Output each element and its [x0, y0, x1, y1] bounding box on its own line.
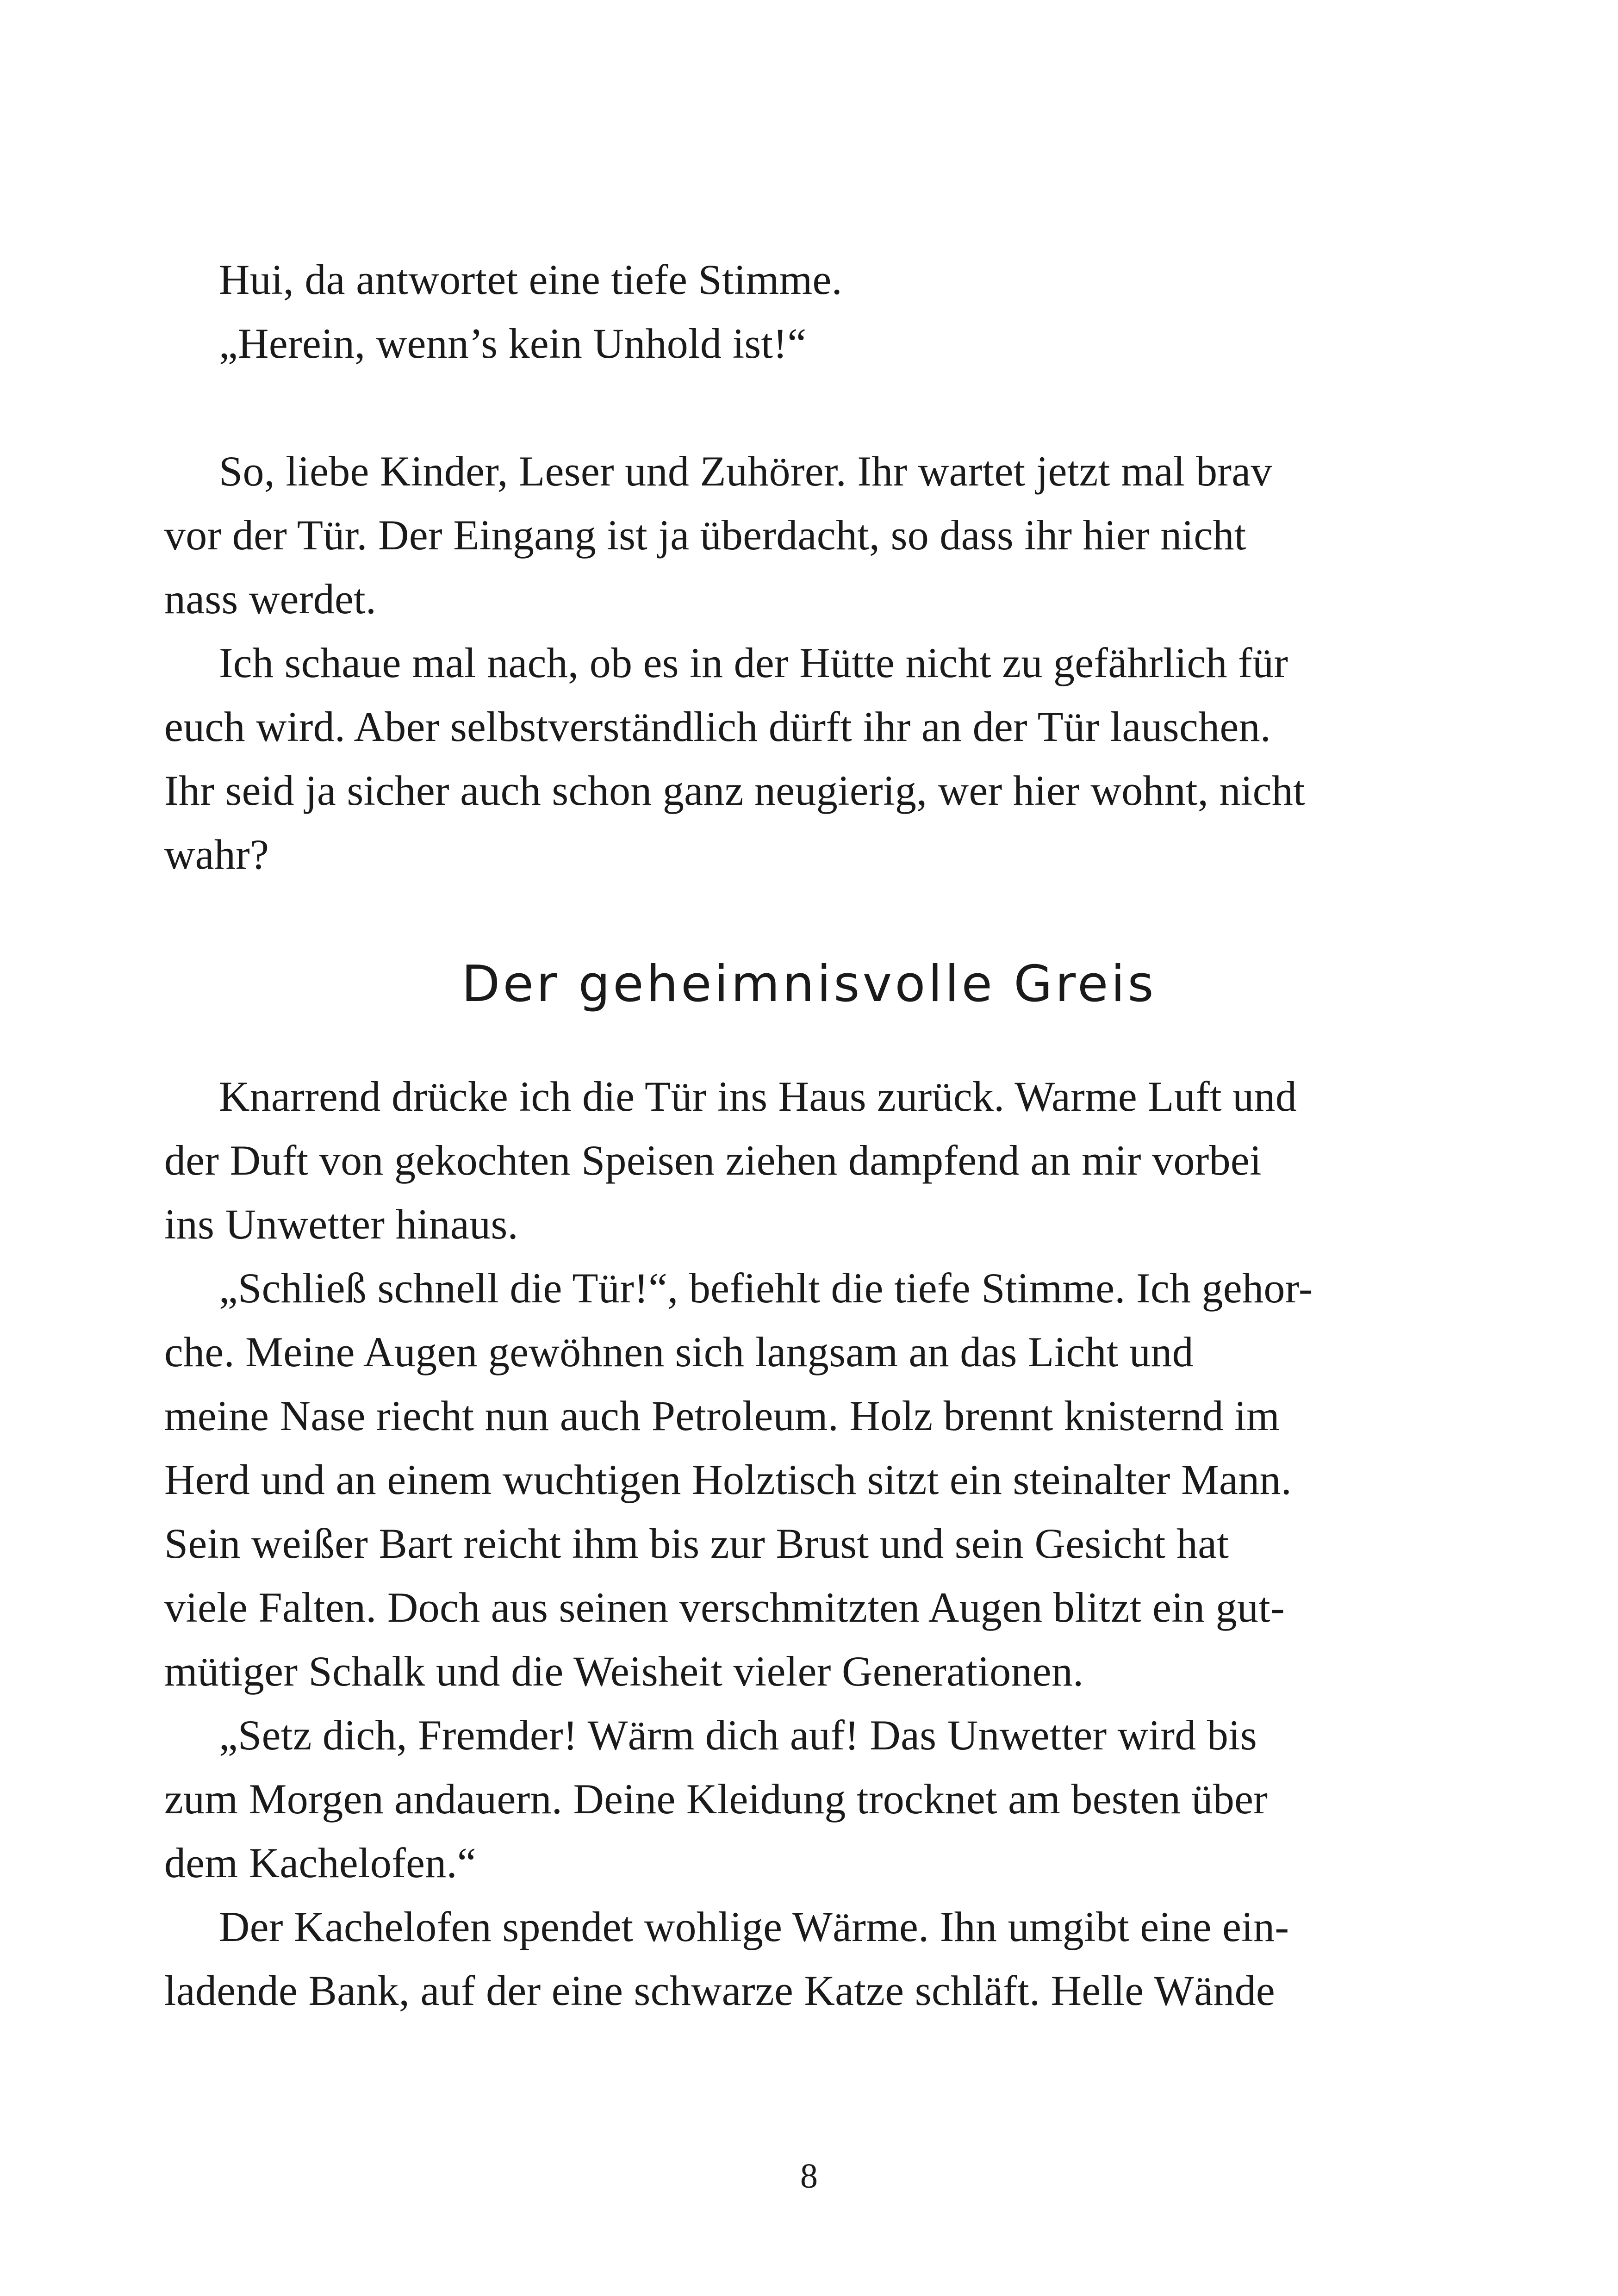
- paragraph: „Setz dich, Fremder! Wärm dich auf! Das Unwetter wird bis zum Morgen andauern. Deine Kleidung trocknet am besten über dem Kachelofen.“: [164, 1711, 1268, 1886]
- text-section-chapter: [164, 1064, 1414, 2022]
- paragraph: Hui, da antwortet eine tiefe Stimme.: [219, 256, 842, 303]
- paragraph: „Herein, wenn’s kein Unhold ist!“: [219, 320, 807, 367]
- page-number: 8: [800, 2157, 818, 2196]
- paragraph-gap: [164, 375, 1414, 439]
- paragraph: „Schließ schnell die Tür!“, befiehlt die tiefe Stimme. Ich gehor- che. Meine Augen gewöhnen sich langsam an das Licht und meine Nase riecht nun auch Petroleum. Holz brennt knisternd im Herd und an einem wuchtigen Holztisch sitzt ein steinalter Mann. Sein weißer Bart reicht ihm bis zur Brust und sein Gesicht hat viele Falten. Doch aus seinen verschmitzten Augen blitzt ein gut- mütiger Schalk und die Weisheit vieler Generationen.: [164, 1264, 1313, 1695]
- paragraph: Der Kachelofen spendet wohlige Wärme. Ihn umgibt eine ein- ladende Bank, auf der eine schwarze Katze schläft. Helle Wände: [164, 1903, 1289, 2014]
- paragraph: Knarrend drücke ich die Tür ins Haus zurück. Warme Luft und der Duft von gekochten Speisen ziehen dampfend an mir vorbei ins Unwetter hinaus.: [164, 1073, 1297, 1248]
- text-section-intro: [164, 248, 1414, 886]
- paragraph: Ich schaue mal nach, ob es in der Hütte nicht zu gefährlich für euch wird. Aber selbstverständlich dürft ihr an der Tür lauschen. Ihr seid ja sicher auch schon ganz neugierig, wer hier wohnt, nicht wahr?: [164, 639, 1305, 878]
- paragraph: So, liebe Kinder, Leser und Zuhörer. Ihr wartet jetzt mal brav vor der Tür. Der Eingang ist ja überdacht, so dass ihr hier nicht nass werdet.: [164, 448, 1272, 622]
- chapter-heading: Der geheimnisvolle Greis: [461, 955, 1157, 1013]
